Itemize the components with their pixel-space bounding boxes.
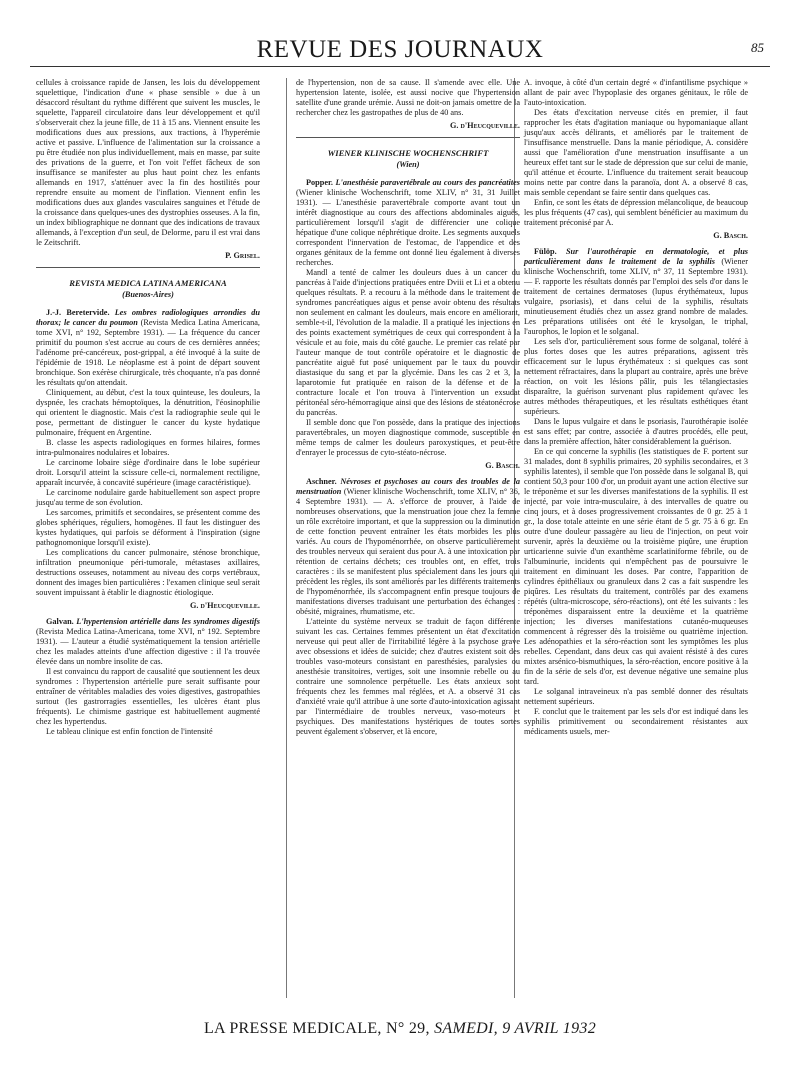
paragraph: Des états d'excitation nerveuse cités en premier, il faut rapprocher les états d'agitation maniaque ou hypomaniaque allant jusqu'aux accès délirants, et améliorés par le traitement de l'insuffisance menstruelle. Dans la manie périodique, A. considère aussi que l'amélioration d'une menstruation insuffisante a un heureux effet tant sur le stade de dépression que sur celui de manie, qu'il atténue et écourte. L'influence du traitement serait beaucoup moins nette par contre dans la paranoïa, dont A. a observé 8 cas, mais semble cependant se faire sentir dans quelques cas.: [524, 108, 748, 197]
article-text: (Revista Medica Latina-Americana, tome XVI, n° 192. Septembre 1931). — L'auteur a étudié systématiquement la tension artérielle chez les malades atteints d'une affection digestive : il l'a trouvée élevée dans un nombre insolite de cas.: [36, 627, 260, 666]
section-title: WIENER KLINISCHE WOCHENSCHRIFT: [327, 148, 489, 158]
column-2: [296, 78, 520, 737]
page-header: [0, 36, 800, 66]
article-text: (Revista Medica Latina Americana, tome XVI, n° 192, Septembre 1931). — La fréquence du cancer primitif du poumon s'est accrue au cours de ces dernières années; l'adénome pré-cancéreux, post-grippal, a été invoqué à la suite de l'épidémie de 1918. Le néoplasme est à point de départ souvent bronchique. Son exérèse chirurgicale, très choquante, n'a pas donné les résultats qu'on attendait.: [36, 318, 260, 387]
paragraph: Il semble donc que l'on possède, dans la pratique des injections paravertébrales, un moyen diagnostique commode, susceptible en même temps de calmer les douleurs paroxystiques, et peut-être d'enrayer le processus de cyto-stéato-nécrose.: [296, 418, 520, 457]
article-text: (Wiener klinische Wochenschrift, tome XLIV, n° 31, 31 Juillet 1931). — L'anesthésie paravertébrale comporte avant tout un intérêt diagnostique au cours des affections abdominales aiguës, particulièrement lorsqu'il s'agit de différencier une colique hépatique d'une colique néphrétique droite. Les segments auxquels correspondent l'innervation de l'estomac, de l'appendice et des organes génitaux de la femme ont donné lieu également à diverses recherches.: [296, 188, 520, 267]
article-title: Sur l'aurothérapie en dermatologie, et plus particulièrement dans le traitement de la syphilis: [524, 247, 748, 266]
divider: [296, 137, 520, 138]
paragraph: Le carcinome lobaire siège d'ordinaire dans le lobe supérieur droit. Lorsqu'il atteint la scissure celle-ci, normalement rectiligne, apparaît incurvée, à concavité supérieure (image caractéristique).: [36, 458, 260, 487]
paragraph: Cliniquement, au début, c'est la toux quinteuse, les douleurs, la dyspnée, les crachats hémoptoïques, la dénutrition, l'éosinophilie qui orientent le diagnostic. Mais c'est la radiographie seule qui le pose, permettant de distinguer le cancer du kyste hydatique pulmonaire, fréquent en Argentine.: [36, 388, 260, 437]
paragraph: Le carcinome nodulaire garde habituellement son aspect propre jusqu'au terme de son évolution.: [36, 488, 260, 507]
page-footer: [0, 1020, 800, 1038]
page-title: REVUE DES JOURNAUX: [256, 36, 544, 63]
article-lead: [36, 308, 260, 388]
column-1: [36, 78, 260, 737]
column-3: [524, 78, 748, 737]
article-lead: [36, 617, 260, 667]
paragraph: A. invoque, à côté d'un certain degré « d'infantilisme psychique » allant de pair avec l'hypoplasie des organes génitaux, le rôle de l'auto-intoxication.: [524, 78, 748, 107]
signature: G. d'Heucqueville.: [450, 121, 520, 130]
signature: P. Grisel.: [225, 251, 260, 260]
article-title: Les ombres radiologiques arrondies du thorax; le cancer du poumon: [36, 308, 260, 327]
paragraph: Enfin, ce sont les états de dépression mélancolique, de beaucoup les plus fréquents (47 cas), qui semblent bénéficier au maximum du traitement préconisé par A.: [524, 198, 748, 227]
article-title: L'anesthésie paravertébrale au cours des pancréatites: [335, 178, 520, 187]
paragraph: Il est convaincu du rapport de causalité que soutiennent les deux syndromes : l'hypertension artérielle pure serait suffisante pour entraîner de véritables maladies des voies digestives, gastropathies surtout (les gastrorragies essentielles, les ulcères étant plus fréquents). Le chimisme gastrique est habituellement augmenté chez les hypertendus.: [36, 667, 260, 726]
page-number: 85: [751, 40, 764, 55]
article-title: Névroses et psychoses au cours des troubles de la menstruation: [296, 477, 520, 496]
article-lead: [296, 477, 520, 617]
paragraph: Le solganal intraveineux n'a pas semblé donner des résultats nettement supérieurs.: [524, 687, 748, 706]
footer-journal: LA PRESSE MEDICALE, N° 29,: [203, 1020, 430, 1037]
divider: [36, 267, 260, 268]
article-author: Galvan.: [46, 617, 74, 626]
section-title: REVISTA MEDICA LATINA AMERICANA: [69, 278, 227, 288]
paragraph: Les sels d'or, particulièrement sous forme de solganal, toléré à plus fortes doses que les autres préparations, agissent très efficacement sur le lupus érythémateux : si quelques cas sont nettement réfractaires, dans la plupart au contraire, après une brève réaction, on voit les lésions pâlir, puis les télangiectasies disparaître, la guérison survenant plus rapidement qu'avec les autres méthodes thérapeutiques, et les résultats esthétiques étant supérieurs.: [524, 337, 748, 416]
article-author: Aschner.: [306, 477, 337, 486]
paragraph: En ce qui concerne la syphilis (les statistiques de F. portent sur 31 malades, dont 8 syphilis primaires, 20 syphilis secondaires, et 3 syphilis latentes), il semble que l'on possède dans le solganal B, qui contient 50,3 pour 100 d'or, un produit ayant une action élective sur le tréponème et sur les diverses manifestations de la syphilis. Il est injecté, par voie intra-musculaire, à des intervalles de quatre ou cinq jours, et à doses progressivement croissantes de 0 gr. 25 à 1 gr., la dose totale atteinte en une série étant de 5 gr. 75 à 6 gr. En outre d'une douleur passagère au lieu de l'injection, on peut voir survenir, après la deuxième ou la troisième piqûre, une éruption urticarienne suivie d'un exanthème scarlatiniforme fébrile, ou de l'albuminurie, incidents qui n'empêchent pas de poursuivre le traitement en diminuant les doses. Par contre, l'apparition de cylindres épithéliaux ou granuleux dans 2 cas a fait suspendre les piqûres. Les résultats du traitement, contrôlés par des examens répétés (ultra-microscope, séro-réactions), ont été les suivants : les tréponèmes disparaissent entre la deuxième et la quatrième injection; les diverses manifestations cutanéo-muqueuses commencent à régresser dès la troisième ou quatrième injection. Les adénopathies et la séro-réaction sont les symptômes les plus rebelles. Cependant, dans deux cas qui avaient résisté à des cures mixtes arsénico-bismuthiques, la séro-réaction, encore positive à la fin de la série de sels d'or, est devenue négative une semaine plus tard.: [524, 447, 748, 686]
paragraph: F. conclut que le traitement par les sels d'or est indiqué dans les syphilis primitivement ou secondairement résistantes aux médicaments usuels, mer-: [524, 707, 748, 736]
section-city: (Wien): [396, 160, 420, 169]
paragraph: cellules à croissance rapide de Jansen, les lois du développement squelettique, l'indication d'une « phase sensible » due à un désaccord résultant du rythme différent que suivent les muscles, le squelette, l'appareil circulatoire dans leur développement et qu'il s'observerait chez la jeune fille, de 11 à 15 ans. Viennent ensuite les modifications dues aux pressions, aux tractions, à l'hyperémie active et passive. L'influence de l'alimentation sur la croissance a pu être étudiée non plus individuellement, mais en masse, par suite des privations de la guerre, et l'on voit l'effet fâcheux de son insuffisance se manifester au plus haut point chez les enfants allemands en 1917, s'atténuer avec la fin des hostilités pour reprendre ensuite au moment de l'inflation. Viennent enfin les modifications dues aux glandes vasculaires sanguines et l'étude de la croissance dans quelques-unes des dystrophies osseuses. A la fin, un index bibliographique ne donnant que des indications de travaux allemands, à l'exception d'un seul, de Delorme, paru il est vrai dans le Zeitschrift.: [36, 78, 260, 247]
footer-date: SAMEDI, 9 AVRIL 1932: [434, 1020, 597, 1037]
article-author: Fülöp.: [534, 247, 557, 256]
article-author: J.-J. Beretervide.: [46, 308, 110, 317]
paragraph: B. classe les aspects radiologiques en formes hilaires, formes intra-pulmonaires nodulaires et lobaires.: [36, 438, 260, 457]
article-title: L'hypertension artérielle dans les syndromes digestifs: [76, 617, 261, 626]
article-text: (Wiener klinische Wochenschrift, tome XLIV, n° 37, 11 Septembre 1931). — F. rapporte les résultats donnés par l'emploi des sels d'or dans le traitement de certaines dermatoses (lupus érythémateux, lupus vulgaire, psoriasis), et dans celui de la syphilis, résultats minutieusement étudiés chez un assez grand nombre de malades. Les préparations utilisées ont été le krysolgan, le triphal, l'aurophos, le lopion et le solganal.: [524, 257, 749, 336]
signature: G. Basch.: [485, 461, 520, 470]
column-divider: [286, 78, 287, 998]
signature: G. Basch.: [713, 231, 748, 240]
paragraph: Les complications du cancer pulmonaire, sténose bronchique, infiltration pneumonique péri-tumorale, métastases axillaires, destructions osseuses, notamment au niveau des corps vertébraux, donnent des images bien particulières : l'examen clinique seul serait souvent impuissant à établir le diagnostic étiologique.: [36, 548, 260, 597]
paragraph: Les sarcomes, primitifs et secondaires, se présentent comme des globes sphériques, réguliers, homogènes. Il faut les distinguer des kystes hydatiques, qui parfois se déforment à l'inspiration (signe pathognomonique lorsqu'il existe).: [36, 508, 260, 547]
paragraph: L'atteinte du système nerveux se traduit de façon différente suivant les cas. Certaines femmes présentent un état d'excitation nerveuse qui peut aller de l'irritabilité légère à la psychose grave avec obsessions et idées de suicide; chez d'autres existent soit des troubles vaso-moteurs consistant en paresthésies, paralysies ou anesthésie transitoires, vertiges, soit une insomnie rebelle ou au contraire une somnolence perpétuelle. Les états anxieux sont fréquents chez les femmes mal réglées, et A. a observé 31 cas d'anxiété vraie qu'il attribue à une sorte d'auto-intoxication agissant par l'intermédiaire de troubles nerveux, vaso-moteurs et psychiques. Des manifestations hystériques de toutes sortes peuvent également s'observer, et là encore,: [296, 617, 520, 736]
paragraph: Dans le lupus vulgaire et dans le psoriasis, l'aurothérapie isolée est sans effet; par contre, associée à d'autres procédés, elle peut, dans la première affection, hâter considérablement la guérison.: [524, 417, 748, 446]
paragraph: Le tableau clinique est enfin fonction de l'intensité: [46, 727, 213, 736]
article-lead: [524, 247, 748, 337]
article-author: Popper.: [306, 178, 333, 187]
section-city: (Buenos-Aires): [122, 290, 174, 299]
article-text: (Wiener klinische Wochenschrift, tome XLIV, n° 36, 4 Septembre 1931). — A. s'efforce de prouver, à l'aide de nombreuses observations, que la menstruation joue chez la femme un rôle excrétoire important, et que la suppression ou la diminution de cette fonction peuvent entraîner les états morbides les plus variés. Au cours de l'hypoménorrhée, on observe particulièrement des troubles nerveux qui seraient dus pour A. à une intoxication par rétention de certains déchets; ces troubles ont, en effet, trois caractères : ils se manifestent plus spécialement dans les jours qui précèdent les règles, ils sont améliorés par les différents traitements de l'hypoménorrhée, ils s'accompagnent enfin presque toujours de manifestations diverses traduisant une perturbation des échanges : obésité, migraines, rhumatisme, etc.: [296, 487, 520, 616]
paragraph: de l'hypertension, non de sa cause. Il s'amende avec elle. Une hypertension latente, isolée, est aussi nocive que l'hypertension satellite d'une grande urémie. Aussi ne doit-on jamais omettre de la rechercher chez les gastropathes de plus de 40 ans.: [296, 78, 520, 117]
article-lead: [296, 178, 520, 268]
header-rule: [30, 66, 770, 67]
signature: G. d'Heucqueville.: [190, 601, 260, 610]
paragraph: Mandl a tenté de calmer les douleurs dues à un cancer du pancréas à l'aide d'injections pratiquées entre Dviii et Li et a obtenu quelques résultats. P. a recouru à la méthode dans le traitement de syndromes pancréatiques aigus et pense avoir obtenu des résultats non seulement en calmant les douleurs, mais encore en améliorant, semble-t-il, l'évolution de la maladie. Il a pratiqué les injections en des points exactement symétriques de ceux qui correspondent à la vésicule et au foie, mais du côté gauche. Le premier cas relaté par l'auteur manque de tout contrôle opératoire et le diagnostic de pancréatite aiguë fut posé uniquement par le taux du pouvoir diastasique du sang et par la glycémie. Dans les cas 2 et 3, la laparotomie fut pratiquée en raison de la défense et de la contracture locale et l'on trouva à l'intervention un exsudat péritonéal séro-hémorragique ainsi que des lésions de stéatonécrose du pancréas.: [296, 268, 520, 417]
